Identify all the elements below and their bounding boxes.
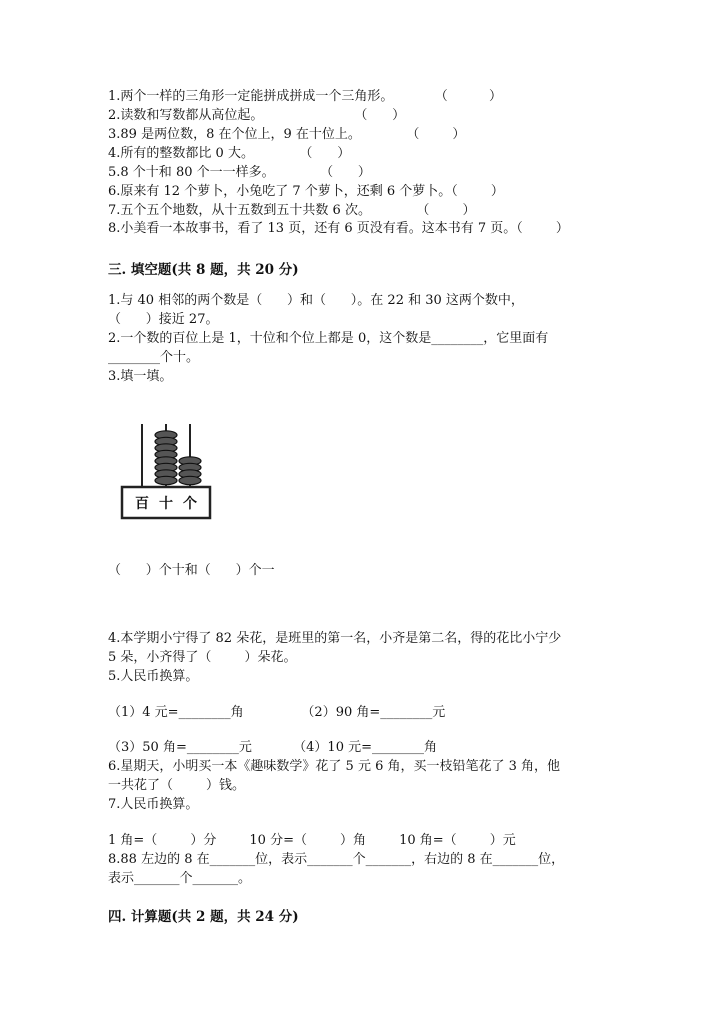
section4-title: 四. 计算题(共 2 题，共 24 分) [108, 909, 299, 925]
q8-line2: 表示_______个_______。 [108, 871, 252, 886]
tens-beads [155, 431, 177, 485]
judgement-item-6: 6.原来有 12 个萝卜，小兔吃了 7 个萝卜，还剩 6 个萝卜。（ ） [108, 184, 504, 199]
q5-row2: （3）50 角=________元 （4）10 元=________角 [108, 740, 437, 755]
q1-line1: 1.与 40 相邻的两个数是（ ）和（ ）。在 22 和 30 这两个数中， [108, 293, 524, 308]
section3-title: 三. 填空题(共 8 题，共 20 分) [108, 262, 299, 278]
abacus-label-ones: 个 [183, 496, 197, 512]
q5-prompt: 5.人民币换算。 [108, 669, 199, 684]
judgement-item-1: 1.两个一样的三角形一定能拼成拼成一个三角形。 （ ） [108, 89, 503, 104]
judgement-item-8: 8.小美看一本故事书，看了 13 页，还有 6 页没有看。这本书有 7 页。（ ） [108, 221, 569, 236]
q4-line2: 5 朵，小齐得了（ ）朵花。 [108, 650, 297, 665]
judgement-item-3: 3.89 是两位数，8 在个位上，9 在十位上。 （ ） [108, 127, 466, 142]
q3-prompt: 3.填一填。 [108, 369, 173, 384]
judgement-item-5: 5.8 个十和 80 个一一样多。 （ ） [108, 165, 371, 180]
judgement-item-4: 4.所有的整数都比 0 大。 （ ） [108, 146, 351, 161]
q1-line2: （ ）接近 27。 [108, 312, 219, 327]
judgement-item-7: 7.五个五个地数，从十五数到五十共数 6 次。 （ ） [108, 203, 476, 218]
q4-line1: 4.本学期小宁得了 82 朵花，是班里的第一名，小齐是第二名，得的花比小宁少 [108, 631, 562, 646]
q3-answer: （ ）个十和（ ）个一 [108, 563, 275, 578]
abacus-label-hundreds: 百 [135, 496, 149, 512]
q8-line1: 8.88 左边的 8 在_______位，表示_______个_______，右边的 8 在_______位， [108, 852, 565, 867]
abacus-label-tens: 十 [159, 496, 173, 512]
q2-line1: 2.一个数的百位上是 1，十位和个位上都是 0，这个数是________，它里面有 [108, 331, 549, 346]
q5-row1: （1）4 元=________角 （2）90 角=________元 [108, 705, 446, 720]
abacus-illustration [120, 420, 214, 522]
q6-line2: 一共花了（ ）钱。 [108, 778, 246, 793]
judgement-item-2: 2.读数和写数都从高位起。 （ ） [108, 108, 406, 123]
abacus-drawing [120, 420, 214, 522]
q7-prompt: 7.人民币换算。 [108, 797, 199, 812]
q2-line2: ________个十。 [108, 350, 200, 365]
ones-beads [179, 457, 201, 485]
q6-line1: 6.星期天，小明买一本《趣味数学》花了 5 元 6 角，买一枝铅笔花了 3 角，他 [108, 759, 561, 774]
q7-row: 1 角=（ ）分 10 分=（ ）角 10 角=（ ）元 [108, 833, 516, 848]
